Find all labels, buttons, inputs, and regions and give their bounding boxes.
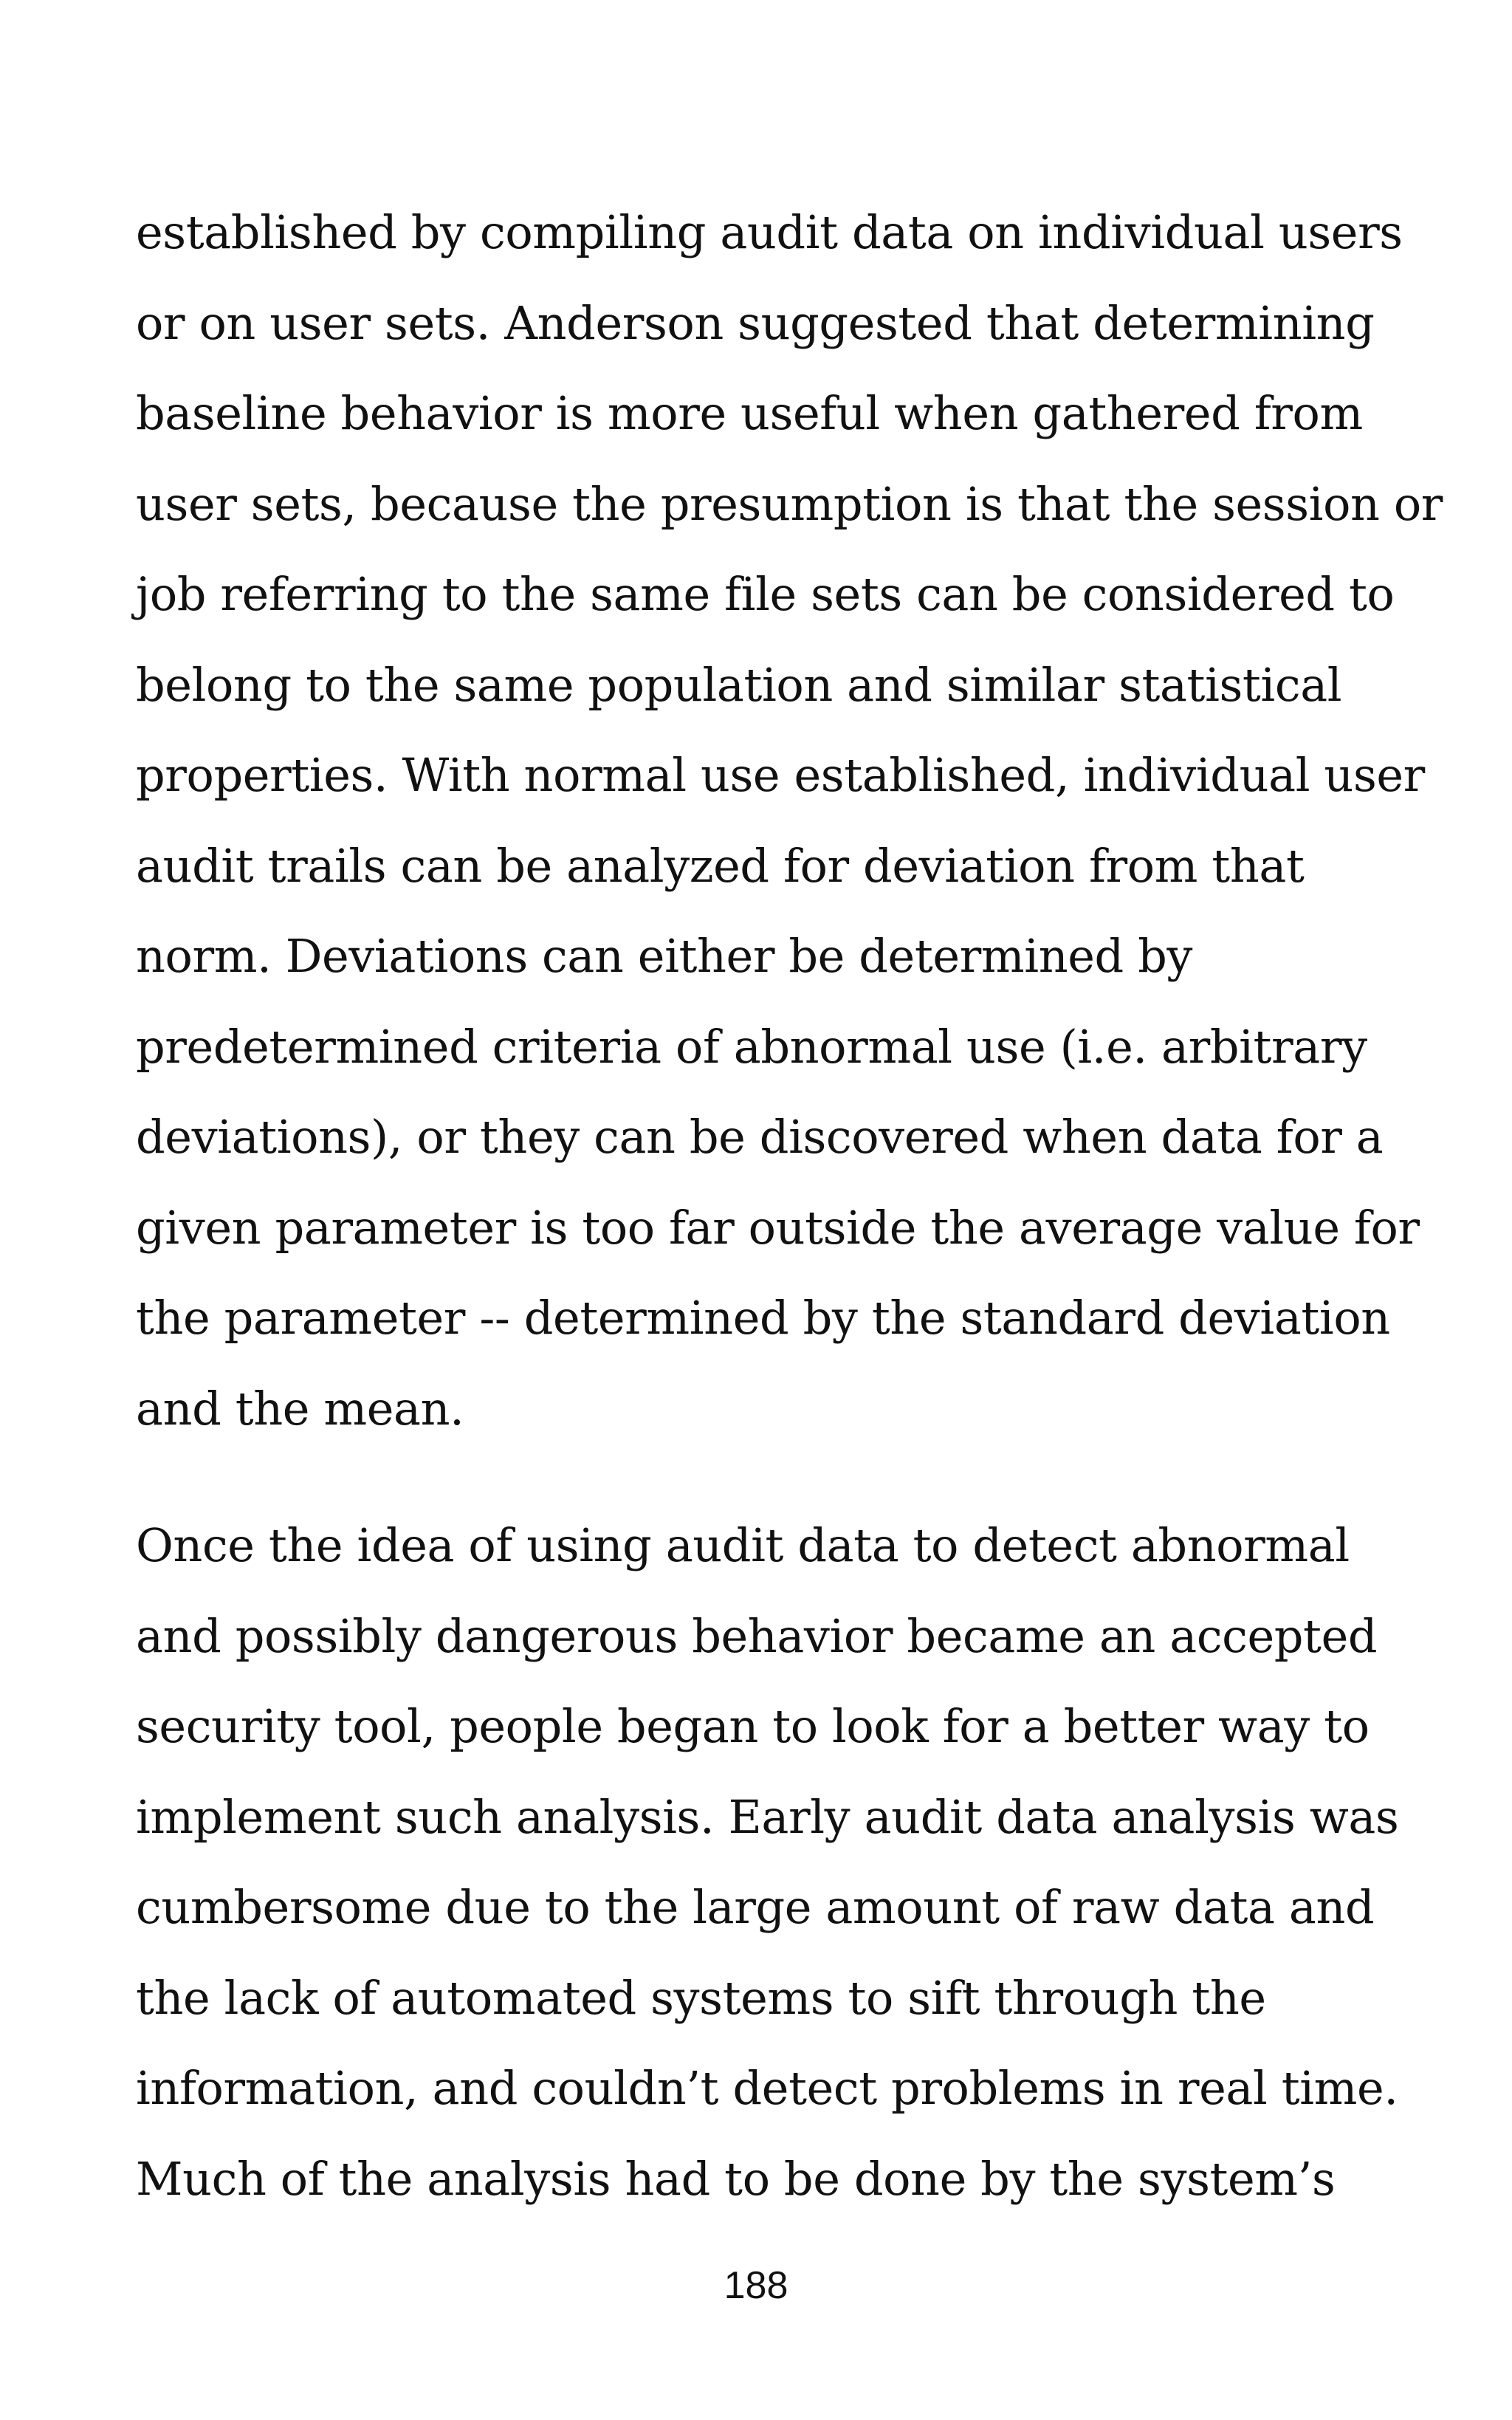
text-line: belong to the same population and similar statistical [136,657,1342,712]
text-line: the parameter -- determined by the standard deviation [136,1291,1390,1345]
text-line: predetermined criteria of abnormal use (i.e. arbitrary [136,1019,1367,1074]
text-line: norm. Deviations can either be determined by [136,929,1193,983]
paragraph-1 [136,188,1443,1454]
text-line: properties. With normal use established, individual user [136,748,1425,802]
text-line: baseline behavior is more useful when gathered from [136,386,1363,440]
text-line: cumbersome due to the large amount of raw data and [136,1880,1375,1934]
text-line: job referring to the same file sets can be considered to [136,567,1395,621]
text-line: implement such analysis. Early audit data analysis was [136,1789,1399,1844]
page-number: 188 [724,2264,788,2307]
text-line: deviations), or they can be discovered when data for a [136,1110,1384,1164]
text-line: audit trails can be analyzed for deviation from that [136,838,1305,893]
text-line: the lack of automated systems to sift through the [136,1970,1266,2025]
text-line: user sets, because the presumption is that the session or [136,476,1443,531]
text-line: Once the idea of using audit data to detect abnormal [136,1518,1350,1572]
text-line: and possibly dangerous behavior became an accepted [136,1608,1378,1663]
text-line: Much of the analysis had to be done by the system’s [136,2151,1336,2206]
text-line: given parameter is too far outside the average value for [136,1200,1420,1255]
text-line: information, and couldn’t detect problems in real time. [136,2061,1398,2115]
text-line: and the mean. [136,1381,464,1436]
paragraph-2 [136,1501,1399,2224]
text-line: security tool, people began to look for a better way to [136,1699,1370,1753]
text-line: or on user sets. Anderson suggested that determining [136,295,1375,350]
text-line: established by compiling audit data on individual users [136,205,1403,259]
